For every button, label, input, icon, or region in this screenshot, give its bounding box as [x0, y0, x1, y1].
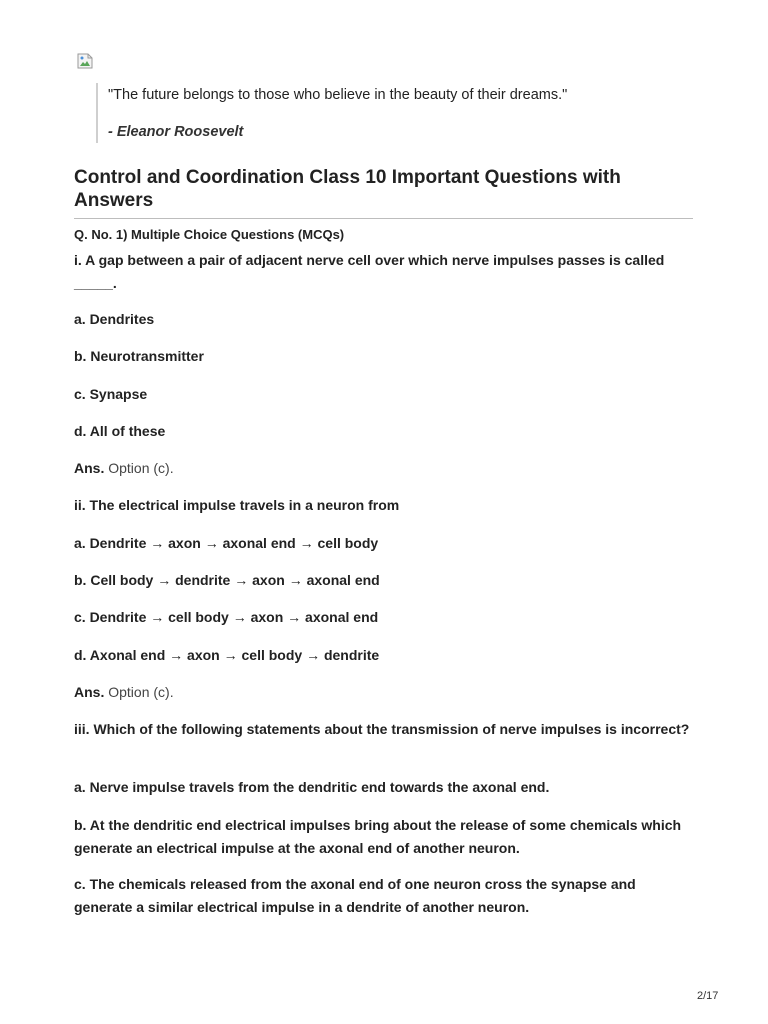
- broken-image-icon: [77, 53, 93, 69]
- question-3: iii. Which of the following statements about the transmission of nerve impulses is incorrect?: [74, 721, 690, 737]
- q2-option-c: c. Dendrite → cell body → axon → axonal end: [74, 609, 379, 625]
- q1-option-c: c. Synapse: [74, 386, 148, 402]
- q3-option-b: b. At the dendritic end electrical impulses bring about the release of some chemicals which generate an electrical impulse at the axonal end of another neuron.: [74, 817, 682, 856]
- q1-answer: [74, 457, 694, 480]
- question-2: ii. The electrical impulse travels in a neuron from: [74, 497, 400, 513]
- q2-answer: [74, 681, 694, 704]
- question-1: i. A gap between a pair of adjacent nerve cell over which nerve impulses passes is called _____.: [74, 252, 665, 291]
- q1-option-d: d. All of these: [74, 423, 166, 439]
- title-divider: [74, 218, 693, 219]
- quote-text: "The future belongs to those who believe in the beauty of their dreams.": [108, 87, 568, 103]
- q1-option-b: b. Neurotransmitter: [74, 348, 204, 364]
- quote-block: [96, 83, 696, 143]
- page-number: 2/17: [697, 990, 719, 1002]
- q3-option-a: a. Nerve impulse travels from the dendritic end towards the axonal end.: [74, 779, 550, 795]
- quote-author: - Eleanor Roosevelt: [108, 124, 244, 140]
- q3-option-c: c. The chemicals released from the axonal end of one neuron cross the synapse and generate a similar electrical impulse in a dendrite of another neuron.: [74, 876, 636, 915]
- answer-label: Ans.: [74, 460, 105, 476]
- q2-option-d: d. Axonal end → axon → cell body → dendrite: [74, 647, 380, 663]
- answer-value: Option (c).: [108, 460, 174, 476]
- q2-option-a: a. Dendrite → axon → axonal end → cell body: [74, 535, 379, 551]
- section-heading: Q. No. 1) Multiple Choice Questions (MCQs): [74, 227, 345, 242]
- q2-option-b: b. Cell body → dendrite → axon → axonal end: [74, 572, 380, 588]
- answer-value: Option (c).: [108, 684, 174, 700]
- q1-option-a: a. Dendrites: [74, 311, 155, 327]
- page-title: Control and Coordination Class 10 Important Questions with Answers: [74, 167, 621, 211]
- answer-label: Ans.: [74, 684, 105, 700]
